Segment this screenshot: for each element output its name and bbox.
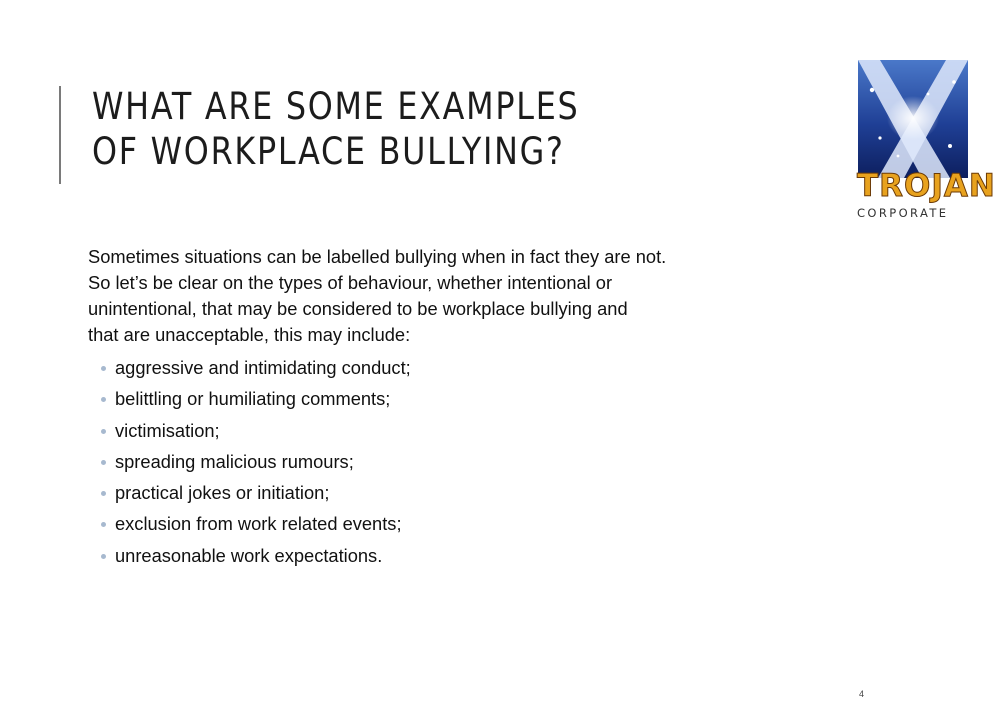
intro-line: unintentional, that may be considered to be workplace bullying and xyxy=(88,298,628,319)
list-item-text: victimisation; xyxy=(115,419,220,441)
list-item xyxy=(88,480,858,511)
list-item-text: belittling or humiliating comments; xyxy=(115,388,391,410)
bullet-dot-icon xyxy=(101,491,106,496)
logo-subtitle: CORPORATE xyxy=(857,206,949,220)
bullet-dot-icon xyxy=(101,397,106,402)
list-item-text: aggressive and intimidating conduct; xyxy=(115,357,411,378)
bullet-dot-icon xyxy=(101,366,106,371)
slide-body xyxy=(88,244,858,574)
bullet-dot-icon xyxy=(101,554,106,559)
title-line: WHAT ARE SOME EXAMPLES xyxy=(92,85,580,128)
page-number: 4 xyxy=(859,689,865,699)
list-item-text: exclusion from work related events; xyxy=(115,513,402,535)
intro-line: Sometimes situations can be labelled bullying when in fact they are not. xyxy=(88,246,667,267)
list-item xyxy=(88,511,858,542)
list-item xyxy=(88,418,858,449)
logo-spotlight-graphic xyxy=(858,60,968,178)
intro-line: that are unacceptable, this may include: xyxy=(88,324,411,345)
slide-title xyxy=(92,84,711,174)
list-item-text: practical jokes or initiation; xyxy=(115,482,330,504)
trojan-corporate-logo xyxy=(855,60,996,224)
title-line: OF WORKPLACE BULLYING? xyxy=(92,130,565,174)
intro-paragraph xyxy=(88,244,858,348)
intro-line: So let’s be clear on the types of behaviour, whether intentional or xyxy=(88,272,613,293)
list-item xyxy=(88,449,858,480)
list-item xyxy=(88,543,858,574)
bullet-dot-icon xyxy=(101,429,106,434)
title-accent-bar xyxy=(59,86,61,184)
list-item-text: spreading malicious rumours; xyxy=(115,450,354,472)
logo-wordmark: TROJAN xyxy=(857,168,996,204)
list-item xyxy=(88,386,858,417)
bullet-dot-icon xyxy=(101,522,106,527)
list-item xyxy=(88,355,858,386)
bullet-list xyxy=(88,355,858,574)
list-item-text: unreasonable work expectations. xyxy=(115,544,383,566)
bullet-dot-icon xyxy=(101,460,106,465)
